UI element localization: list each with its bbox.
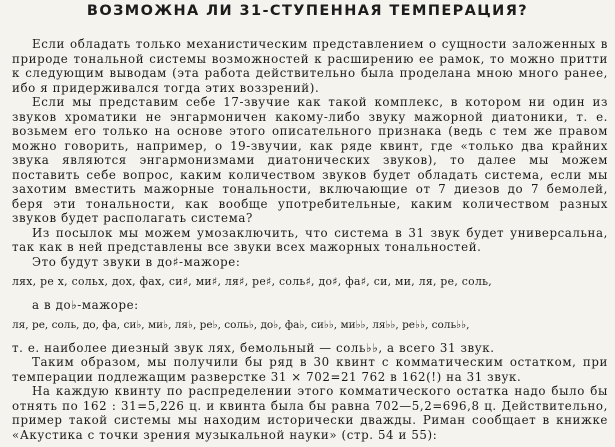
sharp-intro: Это будут звуки в до♯-мажоре: <box>32 254 241 269</box>
flat-notes-list: ля, ре, соль, до, фа, си♭, ми♭, ля♭, ре♭, соль♭, до♭, фа♭, си♭♭, ми♭♭, ля♭♭, ре♭♭, соль♭♭, <box>12 319 470 331</box>
flat-intro: а в до♭-мажоре: <box>32 297 139 312</box>
article-body <box>12 37 608 442</box>
paragraph-1: Если обладать только механистическим представлением о сущности заложенных в природе тональной системы возможностей к расширению ее рамок, то можно притти к следующим выводам (эта работа действительно была проделана мною много ранее, ибо я придерживался тогда этих воззрений). <box>12 37 608 95</box>
sharp-notes-list: ляx, ре x, сольx, доx, фаx, си♯, ми♯, ля♯, ре♯, соль♯, до♯, фа♯, си, ми, ля, ре, соль, <box>12 275 493 288</box>
paragraph-2: Если мы представим себе 17-звучие как такой комплекс, в котором ни один из звуков хроматики не энгармоничен какому-либо звуку мажорной диатоники, т. е. возьмем его только на основе этого описательного признака (ведь с тем же правом можно говорить, например, о 19-звучии, как ряде квинт, где «только два крайних звука являются энгармонизмами диатонических звуков), то далее мы можем поставить себе вопрос, каким количеством звуков будет обладать система, если мы захотим вместить мажорные тональности, включающие от 7 диезов до 7 бемолей, беря эти тональности, как вообще употребительные, каким количеством разных звуков будет располагать система? <box>12 95 608 225</box>
paragraph-5: На каждую квинту по распределении этого комматического остатка надо было бы отнять по 162 : 31=5,226 ц. и квинта была бы равна 702—5,2=696,8 ц. Действительно, пример такой системы мы находим исторически дважды. Риман сообщает в книжке «Акустика с точки зрения музыкальной науки» (стр. 54 и 55): <box>12 384 608 442</box>
paragraph-4: Таким образом, мы получили бы ряд в 30 квинт с комматическим остатком, при темперации подлежащим разверстке 31 × 702=21 762 в 162(!) на 31 звук. <box>12 355 608 384</box>
paragraph-3: Из посылок мы можем умозаключить, что система в 31 звук будет универсальна, так как в ней представлены все звуки всех мажорных тональностей. <box>12 225 608 254</box>
page-title: ВОЗМОЖНА ЛИ 31-СТУПЕННАЯ ТЕМПЕРАЦИЯ? <box>86 3 529 19</box>
summary-line: т. е. наиболее диезный звук ляx, бемольный — соль♭♭, а всего 31 звук. <box>12 340 495 355</box>
